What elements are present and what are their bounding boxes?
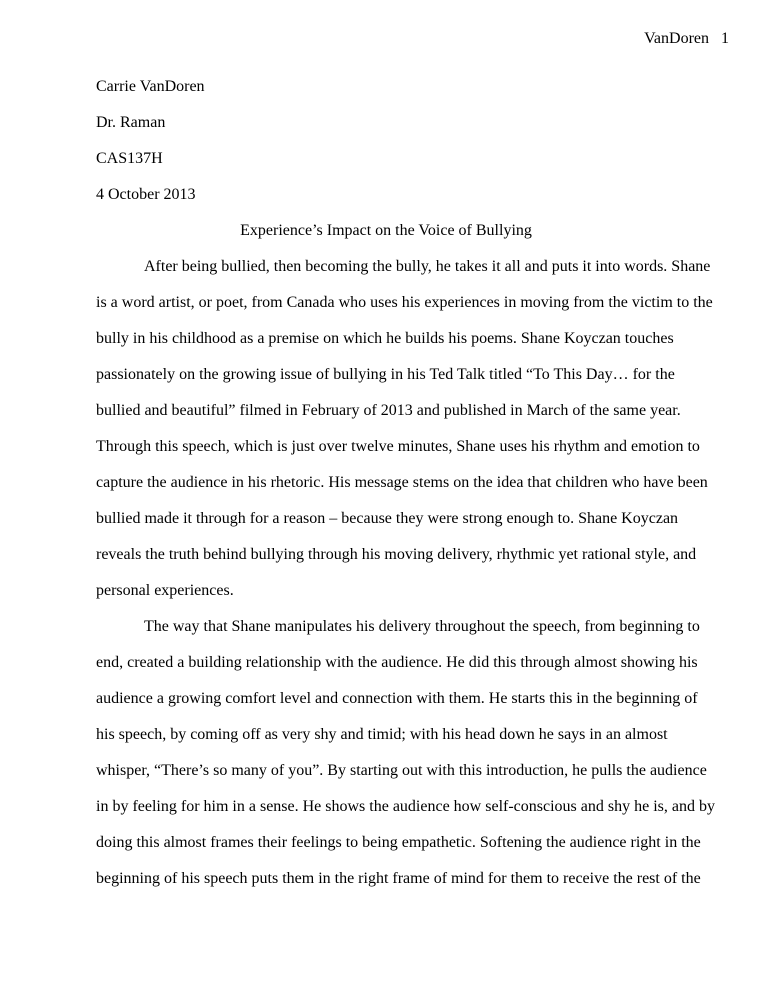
paragraph-line: Through this speech, which is just over twelve minutes, Shane uses his rhythm and emotion to — [96, 438, 700, 455]
page-number: 1 — [721, 30, 729, 47]
paragraph-line: end, created a building relationship with the audience. He did this through almost showing his — [96, 654, 698, 671]
paragraph-line: The way that Shane manipulates his delivery throughout the speech, from beginning to — [144, 618, 700, 635]
paragraph-line: capture the audience in his rhetoric. His message stems on the idea that children who have been — [96, 474, 708, 491]
paragraph-line: bullied and beautiful” filmed in February of 2013 and published in March of the same year. — [96, 402, 681, 419]
paragraph-line: bullied made it through for a reason – because they were strong enough to. Shane Koyczan — [96, 510, 679, 527]
instructor-name: Dr. Raman — [96, 114, 166, 131]
paragraph-line: beginning of his speech puts them in the right frame of mind for them to receive the rest of the — [96, 870, 701, 887]
essay-title: Experience’s Impact on the Voice of Bullying — [240, 222, 532, 239]
essay-date: 4 October 2013 — [96, 186, 196, 203]
paragraph-line: audience a growing comfort level and connection with them. He starts this in the beginning of — [96, 690, 698, 707]
student-name: Carrie VanDoren — [96, 78, 205, 95]
course-code: CAS137H — [96, 150, 163, 167]
paragraph-line: doing this almost frames their feelings to being empathetic. Softening the audience right in the — [96, 834, 701, 851]
paragraph-1 — [96, 249, 713, 609]
paragraph-line: in by feeling for him in a sense. He shows the audience how self-conscious and shy he is, and by — [96, 798, 715, 815]
paragraph-line: personal experiences. — [96, 582, 234, 599]
paragraph-line: is a word artist, or poet, from Canada who uses his experiences in moving from the victim to the — [96, 294, 713, 311]
paragraph-line: whisper, “There’s so many of you”. By starting out with this introduction, he pulls the audience — [96, 762, 707, 779]
paragraph-line: bully in his childhood as a premise on which he builds his poems. Shane Koyczan touches — [96, 330, 674, 347]
paragraph-2 — [96, 609, 715, 897]
paragraph-line: passionately on the growing issue of bullying in his Ted Talk titled “To This Day… for the — [96, 366, 675, 383]
running-header — [644, 29, 729, 49]
paragraph-line: reveals the truth behind bullying through his moving delivery, rhythmic yet rational style, and — [96, 546, 697, 563]
paragraph-line: his speech, by coming off as very shy and timid; with his head down he says in an almost — [96, 726, 668, 743]
header-author: VanDoren — [644, 30, 709, 47]
document-body — [96, 69, 715, 897]
paragraph-line: After being bullied, then becoming the bully, he takes it all and puts it into words. Shane — [144, 258, 711, 275]
